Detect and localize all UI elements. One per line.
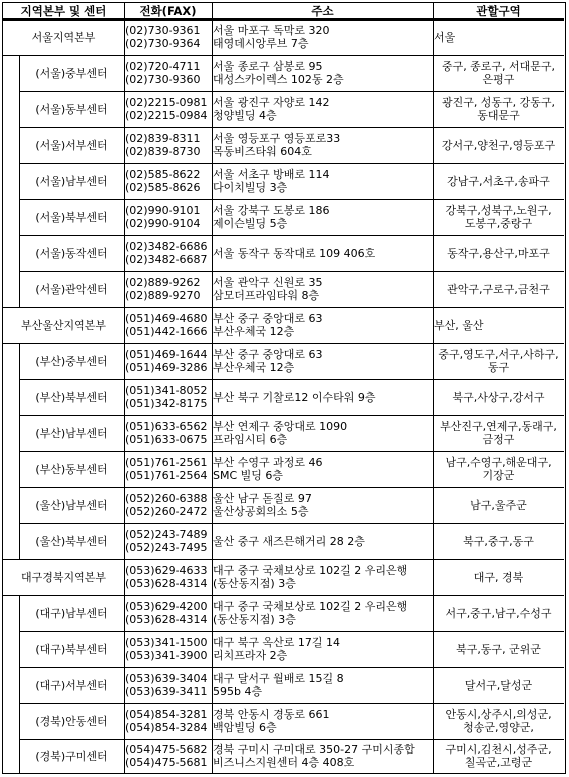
- row-divider: [3, 307, 564, 308]
- office-address: 서울 서초구 방배로 114 다이치빌딩 3층: [213, 168, 330, 194]
- jurisdiction: 부산, 울산: [434, 318, 484, 332]
- row-divider: [19, 415, 564, 416]
- jurisdiction: 중구, 종로구, 서대문구, 은평구: [441, 60, 556, 86]
- jurisdiction: 광진구, 성동구, 강동구, 동대문구: [441, 96, 556, 122]
- office-name: (서울)동작센터: [35, 246, 108, 260]
- phone-fax: (051)633-6562 (051)633-0675: [125, 420, 208, 446]
- office-address: 서울 종로구 삼봉로 95 대성스카이렉스 102동 2층: [213, 60, 344, 86]
- jurisdiction: 북구,중구,동구: [463, 534, 534, 548]
- office-address: 경북 안동시 경동로 661 백암빌딩 6층: [213, 708, 330, 734]
- office-name: (서울)관악센터: [35, 282, 108, 296]
- regional-office-table: [2, 2, 566, 774]
- phone-fax: (053)341-1500 (053)341-3900: [125, 636, 208, 662]
- row-divider: [19, 235, 564, 236]
- phone-fax: (051)341-8052 (051)342-8175: [125, 384, 208, 410]
- row-divider: [19, 271, 564, 272]
- phone-fax: (051)761-2561 (051)761-2564: [125, 456, 208, 482]
- header-phone-fax: 전화(FAX): [139, 3, 197, 18]
- office-name: 서울지역본부: [31, 30, 96, 44]
- header-address: 주소: [311, 3, 334, 18]
- row-divider: [19, 739, 564, 740]
- office-address: 대구 달서구 월배로 15길 8 595b 4층: [213, 672, 344, 698]
- jurisdiction: 북구,사상구,강서구: [452, 390, 545, 404]
- phone-fax: (02)730-9361 (02)730-9364: [125, 24, 201, 50]
- row-divider: [19, 487, 564, 488]
- office-name: (서울)동부센터: [35, 102, 108, 116]
- column-divider: [19, 55, 20, 307]
- phone-fax: (052)243-7489 (052)243-7495: [125, 528, 208, 554]
- office-address: 서울 영등포구 영등포로33 목동비즈타워 604호: [213, 132, 341, 158]
- office-name: (경북)구미센터: [35, 749, 108, 763]
- office-name: (부산)남부센터: [35, 426, 108, 440]
- office-name: (대구)북부센터: [35, 642, 108, 656]
- office-name: (서울)서부센터: [35, 138, 108, 152]
- office-name: (부산)중부센터: [35, 354, 108, 368]
- office-name: (부산)동부센터: [35, 462, 108, 476]
- phone-fax: (02)990-9101 (02)990-9104: [125, 204, 201, 230]
- office-address: 부산 북구 기찰로12 이수타워 9층: [213, 390, 376, 404]
- row-divider: [19, 91, 564, 92]
- jurisdiction: 남구,수영구,해운대구, 기장군: [445, 456, 552, 482]
- jurisdiction: 부산진구,연제구,동래구, 금정구: [440, 420, 557, 446]
- jurisdiction: 관악구,구로구,금천구: [447, 282, 550, 296]
- row-divider: [19, 667, 564, 668]
- office-address: 부산 연제구 중앙대로 1090 프라임시티 6층: [213, 420, 348, 446]
- office-address: 대구 북구 옥산로 17길 14 리치프라자 2층: [213, 636, 340, 662]
- column-divider: [124, 3, 125, 773]
- office-name: (서울)북부센터: [35, 210, 108, 224]
- jurisdiction: 안동시,상주시,의성군, 청송군,영양군,: [445, 708, 552, 734]
- header-region-center: 지역본부 및 센터: [20, 3, 107, 18]
- column-divider: [212, 3, 213, 773]
- office-name: (대구)서부센터: [35, 678, 108, 692]
- row-divider: [3, 595, 564, 596]
- jurisdiction: 대구, 경북: [473, 570, 524, 584]
- phone-fax: (02)3482-6686 (02)3482-6687: [125, 240, 208, 266]
- jurisdiction: 동작구,용산구,마포구: [447, 246, 550, 260]
- office-address: 대구 중구 국채보상로 102길 2 우리은행 (동산동지점) 3층: [213, 564, 408, 590]
- jurisdiction: 중구,영도구,서구,사하구, 동구: [438, 348, 559, 374]
- office-address: 서울 마포구 독막로 320 태영데시앙루브 7층: [213, 24, 330, 50]
- office-name: 대구경북지역본부: [20, 570, 106, 584]
- phone-fax: (052)260-6388 (052)260-2472: [125, 492, 208, 518]
- row-divider: [19, 631, 564, 632]
- row-divider: [19, 703, 564, 704]
- jurisdiction: 북구,동구, 군위군: [456, 642, 541, 656]
- office-address: 부산 중구 중앙대로 63 부산우체국 12층: [213, 348, 323, 374]
- jurisdiction: 남구,울주군: [470, 498, 527, 512]
- office-name: (경북)안동센터: [35, 714, 108, 728]
- jurisdiction: 서울: [434, 30, 456, 44]
- jurisdiction: 강북구,성북구,노원구, 도봉구,중랑구: [445, 204, 552, 230]
- phone-fax: (053)639-3404 (053)639-3411: [125, 672, 208, 698]
- row-divider: [19, 199, 564, 200]
- office-name: (울산)북부센터: [35, 534, 108, 548]
- office-address: 서울 동작구 동작대로 109 406호: [213, 246, 376, 260]
- office-name: (부산)북부센터: [35, 390, 108, 404]
- office-address: 서울 광진구 자양로 142 청양빌딩 4층: [213, 96, 330, 122]
- office-address: 울산 중구 새즈믄해거리 28 2층: [213, 534, 365, 548]
- row-divider: [19, 379, 564, 380]
- row-divider: [3, 343, 564, 344]
- jurisdiction: 강남구,서초구,송파구: [447, 174, 550, 188]
- row-divider: [3, 55, 564, 56]
- office-address: 대구 중구 국채보상로 102길 2 우리은행 (동산동지점) 3층: [213, 600, 408, 626]
- office-address: 서울 강북구 도봉로 186 제이슨빌딩 5층: [213, 204, 330, 230]
- phone-fax: (053)629-4200 (053)628-4314: [125, 600, 208, 626]
- phone-fax: (02)839-8311 (02)839-8730: [125, 132, 201, 158]
- phone-fax: (051)469-4680 (051)442-1666: [125, 312, 208, 338]
- office-name: (서울)중부센터: [35, 66, 108, 80]
- phone-fax: (02)2215-0981 (02)2215-0984: [125, 96, 208, 122]
- row-divider: [19, 451, 564, 452]
- office-address: 부산 수영구 과정로 46 SMC 빌딩 6층: [213, 456, 323, 482]
- row-divider: [3, 559, 564, 560]
- column-divider: [19, 595, 20, 773]
- phone-fax: (054)854-3281 (054)854-3284: [125, 708, 208, 734]
- column-divider: [19, 343, 20, 559]
- jurisdiction: 구미시,김천시,성주군, 칠곡군,고령군: [445, 743, 552, 769]
- phone-fax: (053)629-4633 (053)628-4314: [125, 564, 208, 590]
- office-name: (울산)남부센터: [35, 498, 108, 512]
- phone-fax: (051)469-1644 (051)469-3286: [125, 348, 208, 374]
- row-divider: [19, 127, 564, 128]
- phone-fax: (02)585-8622 (02)585-8626: [125, 168, 201, 194]
- jurisdiction: 강서구,양천구,영등포구: [441, 138, 556, 152]
- jurisdiction: 서구,중구,남구,수성구: [445, 606, 552, 620]
- column-divider: [433, 3, 434, 773]
- office-address: 경북 구미시 구미대로 350-27 구미시종합 비즈니스지원센터 4층 408호: [213, 743, 415, 769]
- phone-fax: (02)889-9262 (02)889-9270: [125, 276, 201, 302]
- phone-fax: (054)475-5682 (054)475-5681: [125, 743, 208, 769]
- office-address: 부산 중구 중앙대로 63 부산우체국 12층: [213, 312, 323, 338]
- row-divider: [3, 20, 564, 21]
- office-name: (대구)남부센터: [35, 606, 108, 620]
- header-jurisdiction: 관할구역: [476, 3, 521, 18]
- jurisdiction: 달서구,달성군: [464, 678, 533, 692]
- phone-fax: (02)720-4711 (02)730-9360: [125, 60, 201, 86]
- row-divider: [19, 163, 564, 164]
- office-address: 서울 관악구 신원로 35 삼모더프라임타워 8층: [213, 276, 323, 302]
- office-name: 부산울산지역본부: [20, 318, 106, 332]
- office-address: 울산 남구 돋질로 97 울산상공회의소 5층: [213, 492, 312, 518]
- row-divider: [19, 523, 564, 524]
- office-name: (서울)남부센터: [35, 174, 108, 188]
